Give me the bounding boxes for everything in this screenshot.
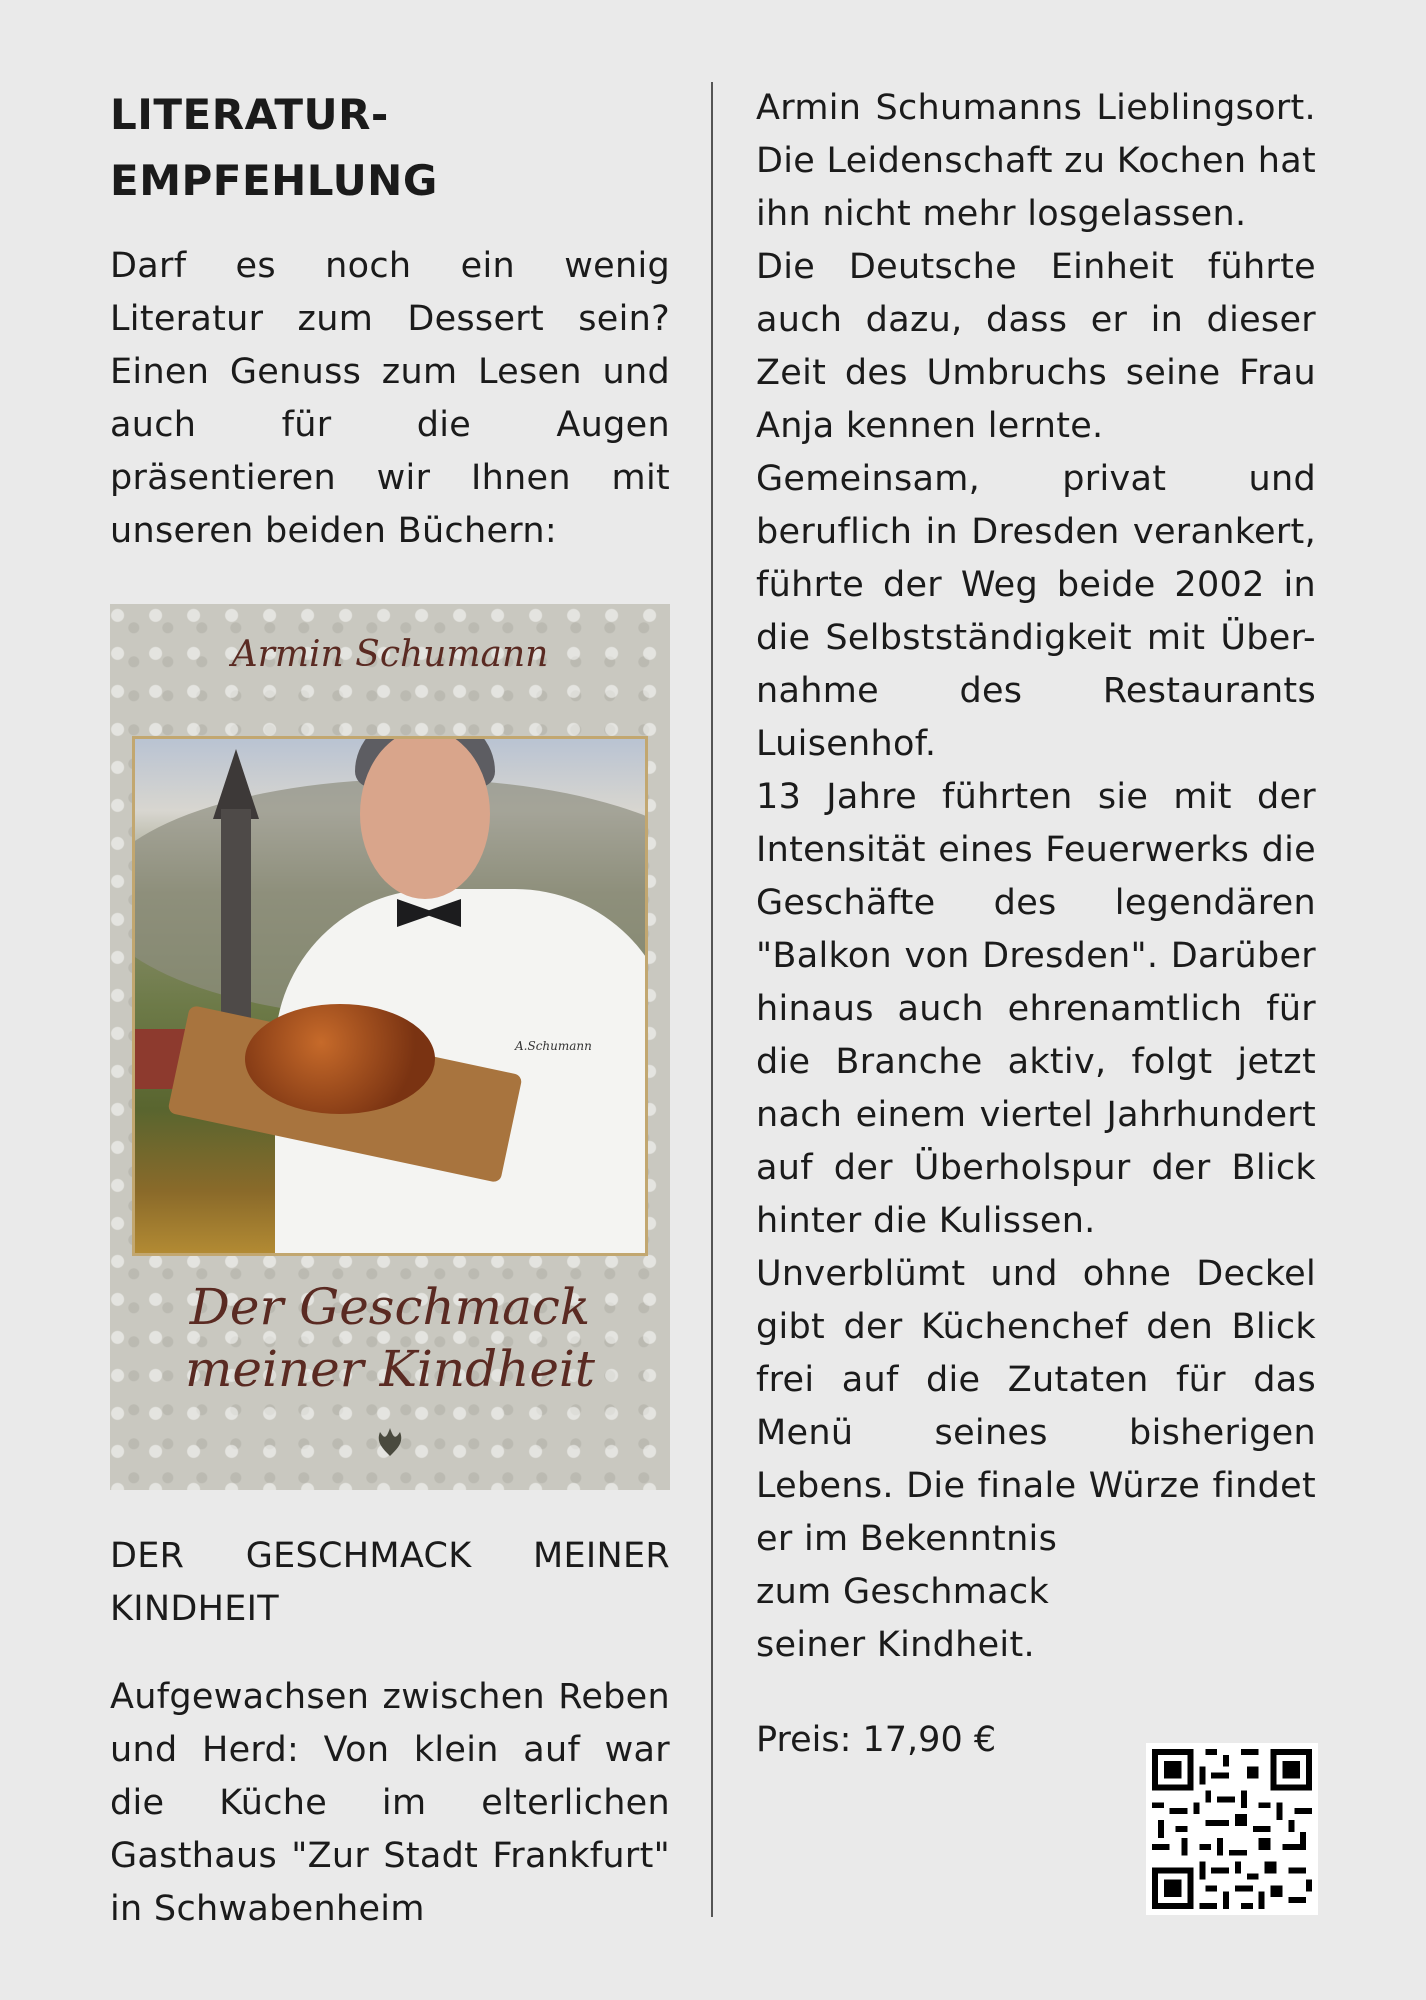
paragraph-2: Die Deutsche Einheit führte auch dazu, dass er in dieser Zeit des Umbruchs seine Frau Anja kennen lernte. xyxy=(756,247,1316,446)
cover-title xyxy=(110,1276,670,1400)
price-label: Preis: 17,90 € xyxy=(756,1720,997,1760)
paragraph-4: 13 Jahre führten sie mit der Intensität eines Feuerwerks die Geschäfte des legendären "Balkon von Dresden". Darüber hinaus auch ehrenamtlich für die Branche aktiv, folgt jetzt nach einem viertel Jahrhundert auf der Überholspur der Blick hinter die Kulissen. xyxy=(756,777,1316,1241)
paragraph-3: Gemeinsam, privat und beruflich in Dresden verankert, führte der Weg beide 2002 in die Selbstständigkeit mit Über-nahme des Restaurants Luisenhof. xyxy=(756,459,1316,764)
cover-author: Armin Schumann xyxy=(231,634,549,675)
book-title: DER GESCHMACK MEINER KINDHEIT xyxy=(110,1536,670,1629)
cover-title-line1: Der Geschmack xyxy=(189,1278,591,1336)
closing-line-1: zum Geschmack xyxy=(756,1572,1050,1612)
closing-line-2: seiner Kindheit. xyxy=(756,1625,1035,1665)
left-column xyxy=(110,82,670,1936)
cover-photo xyxy=(132,736,648,1256)
paragraph-5: Unverblümt und ohne Deckel gibt der Küchenchef den Blick frei auf die Zutaten für das Menü seines bisherigen Lebens. Die finale Würze findet er im Bekenntnis xyxy=(756,1254,1316,1559)
column-divider xyxy=(711,82,713,1917)
intro-paragraph: Darf es noch ein wenig Literatur zum Dessert sein? Einen Genuss zum Lesen und auch für die Augen präsentieren wir Ihnen mit unseren beiden Büchern: xyxy=(110,246,670,551)
leaf-ornament-icon xyxy=(372,1422,408,1458)
qr-code-icon[interactable] xyxy=(1146,1743,1318,1915)
paragraph-1: Armin Schumanns Lieblingsort. Die Leidenschaft zu Kochen hat ihn nicht mehr losgelassen. xyxy=(756,88,1316,234)
book-cover-image xyxy=(110,604,670,1490)
book-description: Aufgewachsen zwischen Reben und Herd: Von klein auf war die Küche im elterlichen Gasthaus "Zur Stadt Frankfurt" in Schwabenheim xyxy=(110,1677,670,1929)
cover-title-line2: meiner Kindheit xyxy=(184,1340,595,1398)
jacket-embroidery: A.Schumann xyxy=(515,1039,592,1053)
right-column xyxy=(756,82,1316,1802)
section-heading: LITERATUR- EMPFEHLUNG xyxy=(110,90,438,205)
